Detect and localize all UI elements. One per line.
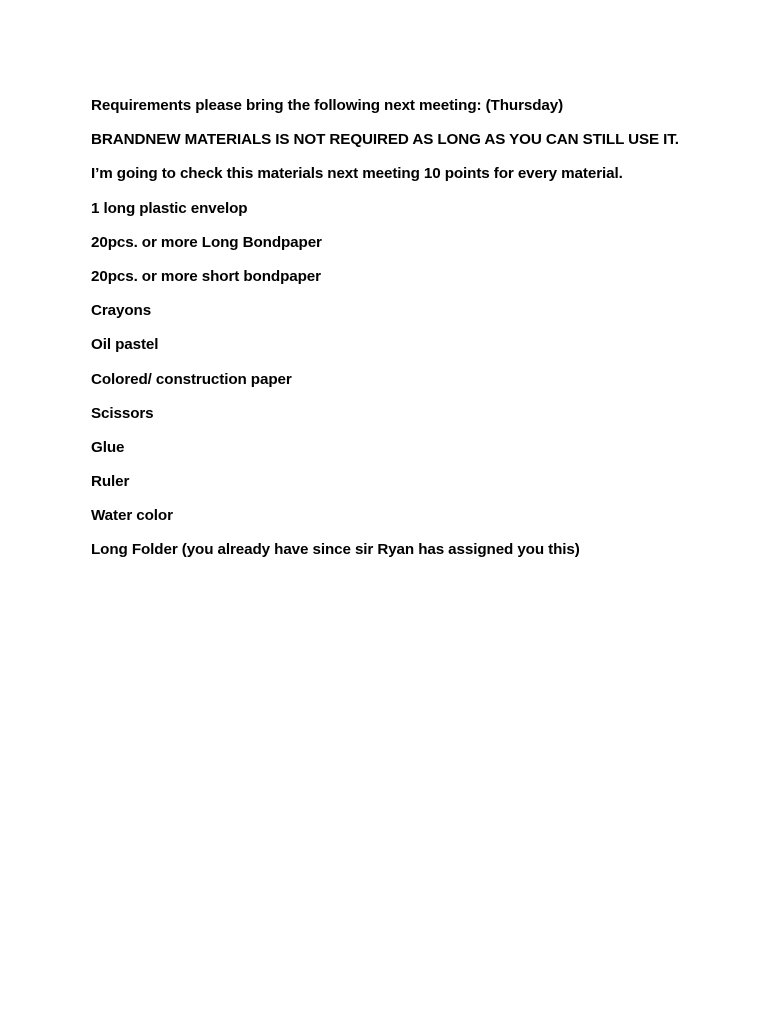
list-item: 1 long plastic envelop: [91, 199, 248, 217]
document-body: [91, 96, 751, 575]
list-item: Oil pastel: [91, 336, 159, 354]
list-item: Ruler: [91, 473, 130, 491]
list-item: Colored/ construction paper: [91, 370, 292, 388]
list-item: Water color: [91, 507, 173, 525]
list-item: Glue: [91, 438, 125, 456]
heading-text: Requirements please bring the following next meeting: (Thursday): [91, 97, 564, 114]
list-item: 20pcs. or more short bondpaper: [91, 267, 321, 285]
list-item: Long Folder (you already have since sir Ryan has assigned you this): [91, 541, 580, 559]
instruction-text: I’m going to check this materials next meeting 10 points for every material.: [91, 165, 623, 183]
list-item: 20pcs. or more Long Bondpaper: [91, 233, 322, 251]
list-item: Crayons: [91, 302, 152, 320]
notice-text: BRANDNEW MATERIALS IS NOT REQUIRED AS LONG AS YOU CAN STILL USE IT.: [91, 131, 679, 149]
list-item: Scissors: [91, 404, 154, 422]
